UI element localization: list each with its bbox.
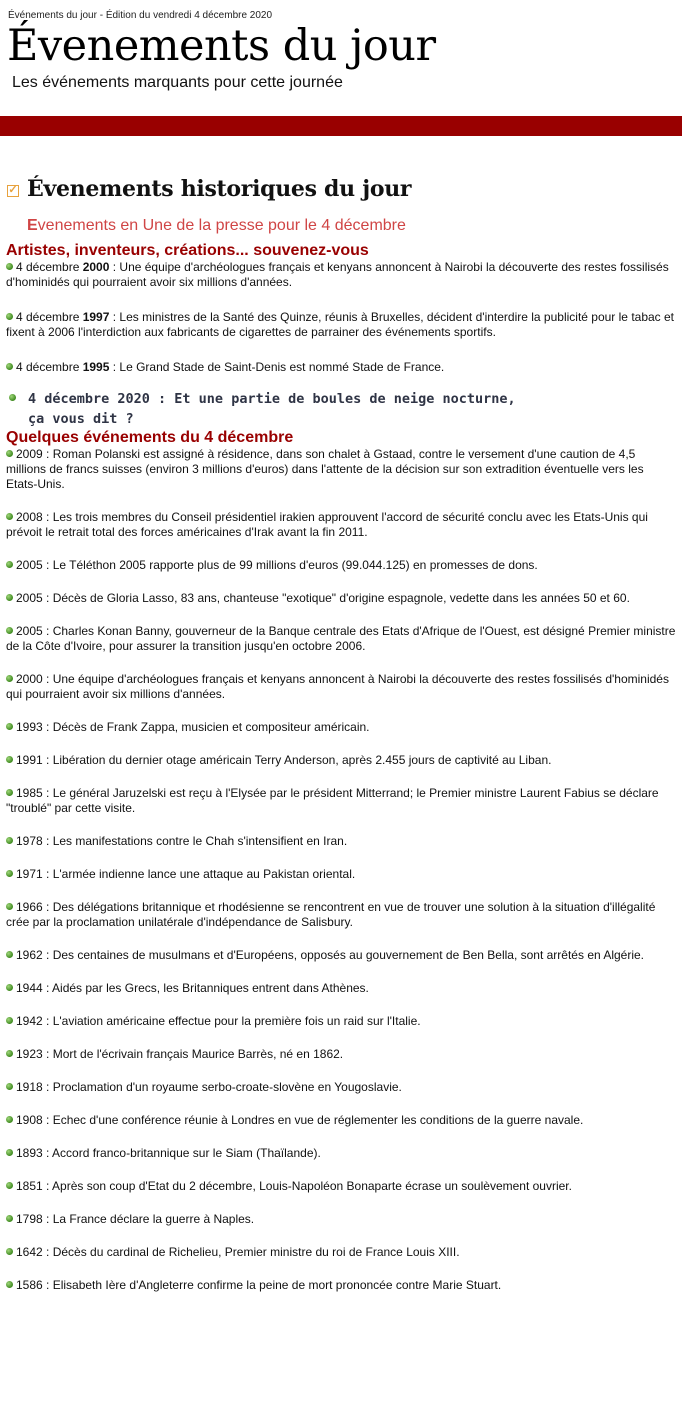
press-link-text: venements en Une de la presse pour le 4 décembre	[37, 217, 406, 234]
item-text: 2005 : Le Téléthon 2005 rapporte plus de 99 millions d'euros (99.044.125) en promesses de dons.	[16, 558, 538, 572]
list-item	[6, 558, 676, 573]
bullet-icon	[6, 1017, 13, 1024]
bullet-icon	[9, 394, 16, 401]
item-text: 1918 : Proclamation d'un royaume serbo-croate-slovène en Yougoslavie.	[16, 1080, 402, 1094]
historical-block	[0, 176, 682, 242]
events-section-heading: Quelques événements du 4 décembre	[6, 429, 294, 446]
list-item	[6, 1047, 676, 1062]
list-item	[6, 1212, 676, 1227]
edition-line: Événements du jour - Édition du vendredi 4 décembre 2020	[8, 10, 273, 21]
snowball-link-item[interactable]	[6, 389, 528, 429]
list-item	[6, 900, 676, 930]
list-item	[6, 786, 676, 816]
artists-section-heading: Artistes, inventeurs, créations... souvenez-vous	[6, 242, 369, 259]
item-text: : Le Grand Stade de Saint-Denis est nommé Stade de France.	[109, 360, 445, 374]
item-text: 1908 : Echec d'une conférence réunie à Londres en vue de réglementer les conditions de la guerre navale.	[16, 1113, 584, 1127]
list-item	[6, 591, 676, 606]
list-item	[6, 310, 676, 340]
check-icon: ✓	[8, 184, 18, 196]
bullet-icon	[6, 363, 13, 370]
bullet-icon	[6, 837, 13, 844]
bullet-icon	[6, 1083, 13, 1090]
list-item	[6, 1146, 676, 1161]
item-text: 1944 : Aidés par les Grecs, les Britanniques entrent dans Athènes.	[16, 981, 369, 995]
item-text: 1851 : Après son coup d'Etat du 2 décembre, Louis-Napoléon Bonaparte écrase un soulèvement ouvrier.	[16, 1179, 572, 1193]
item-text: 1893 : Accord franco-britannique sur le Siam (Thaïlande).	[16, 1146, 321, 1160]
bullet-icon	[6, 1116, 13, 1123]
list-item	[6, 260, 676, 290]
bullet-icon	[6, 1248, 13, 1255]
bullet-icon	[6, 627, 13, 634]
site-subtitle: Les événements marquants pour cette journée	[12, 74, 343, 91]
artists-list	[0, 260, 682, 375]
press-headlines-link[interactable]	[27, 217, 406, 235]
list-item	[6, 753, 676, 768]
list-item	[6, 447, 676, 492]
list-item	[6, 1080, 676, 1095]
item-text: 2008 : Les trois membres du Conseil présidentiel irakien approuvent l'accord de sécurité conclu avec les Etats-Unis qui prévoit le retrait total des forces américaines d'Irak avant la fin 2011.	[6, 510, 648, 539]
snowball-link-text[interactable]: 4 décembre 2020 : Et une partie de boules de neige nocturne, ça vous dit ?	[28, 391, 516, 427]
item-year: 2000	[82, 260, 110, 274]
item-text: 1962 : Des centaines de musulmans et d'Européens, opposés au gouvernement de Ben Bella, sont arrêtés en Algérie.	[16, 948, 645, 962]
bullet-icon	[6, 675, 13, 682]
bullet-icon	[6, 513, 13, 520]
bullet-icon	[6, 1149, 13, 1156]
item-text: 1586 : Elisabeth Ière d'Angleterre confirme la peine de mort prononcée contre Marie Stuart.	[16, 1278, 502, 1292]
item-text: : Une équipe d'archéologues français et kenyans annoncent à Nairobi la découverte des restes fossilisés d'hominidés qui pourraient avoir six millions d'années.	[6, 260, 669, 289]
bullet-icon	[6, 1050, 13, 1057]
list-item	[6, 360, 676, 375]
bullet-icon	[6, 450, 13, 457]
events-list	[0, 447, 682, 1293]
item-date: 4 décembre	[16, 310, 83, 324]
list-item	[6, 834, 676, 849]
page-header	[0, 0, 682, 92]
item-year: 1997	[82, 310, 110, 324]
list-item	[6, 624, 676, 654]
item-text: 2005 : Charles Konan Banny, gouverneur de la Banque centrale des Etats d'Afrique de l'Ouest, est désigné Premier ministre de la Côte d'Ivoire, pour assurer la transition jusqu'en octobre 2006.	[6, 624, 676, 653]
press-link-initial: E	[27, 217, 38, 234]
bullet-icon	[6, 903, 13, 910]
bullet-icon	[6, 1182, 13, 1189]
list-item	[6, 1278, 676, 1293]
site-title[interactable]: Évenements du jour	[7, 21, 436, 71]
item-date: 4 décembre	[16, 360, 83, 374]
list-item	[6, 981, 676, 996]
item-text: 1985 : Le général Jaruzelski est reçu à l'Elysée par le président Mitterrand; le Premier ministre Laurent Fabius se déclare "troublé" par cette visite.	[6, 786, 659, 815]
item-text: 2009 : Roman Polanski est assigné à résidence, dans son chalet à Gstaad, contre le versement d'une caution de 4,5 millions de francs suisses (environ 3 millions d'euros) dans l'attente de la décision sur son extradition éventuelle vers les Etats-Unis.	[6, 447, 644, 491]
list-item	[6, 1245, 676, 1260]
item-date: 4 décembre	[16, 260, 83, 274]
item-text: 1971 : L'armée indienne lance une attaque au Pakistan oriental.	[16, 867, 356, 881]
list-item	[6, 672, 676, 702]
historical-heading: Évenements historiques du jour	[27, 176, 412, 202]
list-item	[6, 1179, 676, 1194]
item-text: 1991 : Libération du dernier otage américain Terry Anderson, après 2.455 jours de captivité au Liban.	[16, 753, 552, 767]
bullet-icon	[6, 594, 13, 601]
list-item	[6, 948, 676, 963]
list-item	[6, 867, 676, 882]
bullet-icon	[6, 789, 13, 796]
bullet-icon	[6, 313, 13, 320]
list-item	[6, 510, 676, 540]
item-text: 2000 : Une équipe d'archéologues français et kenyans annoncent à Nairobi la découverte des restes fossilisés d'hominidés qui pourraient avoir six millions d'années.	[6, 672, 669, 701]
item-text: 1942 : L'aviation américaine effectue pour la première fois un raid sur l'Italie.	[16, 1014, 421, 1028]
list-item	[6, 1113, 676, 1128]
bullet-icon	[6, 263, 13, 270]
item-text: 1923 : Mort de l'écrivain français Maurice Barrès, né en 1862.	[16, 1047, 344, 1061]
bullet-icon	[6, 756, 13, 763]
item-text: 1966 : Des délégations britannique et rhodésienne se rencontrent en vue de trouver une solution à la situation d'illégalité crée par la proclamation unilatérale d'indépendance de Salisbury.	[6, 900, 656, 929]
bullet-icon	[6, 984, 13, 991]
item-text: 1993 : Décès de Frank Zappa, musicien et compositeur américain.	[16, 720, 370, 734]
item-year: 1995	[82, 360, 110, 374]
item-text: 1978 : Les manifestations contre le Chah s'intensifient en Iran.	[16, 834, 348, 848]
bullet-icon	[6, 1281, 13, 1288]
bullet-icon	[6, 561, 13, 568]
item-text: 1642 : Décès du cardinal de Richelieu, Premier ministre du roi de France Louis XIII.	[16, 1245, 460, 1259]
item-text: 1798 : La France déclare la guerre à Naples.	[16, 1212, 255, 1226]
list-item	[6, 1014, 676, 1029]
item-text: : Les ministres de la Santé des Quinze, réunis à Bruxelles, décident d'interdire la publicité pour le tabac et fixent à 2006 l'interdiction aux fabricants de cigarettes de parrainer des événements sportifs.	[6, 310, 675, 339]
bullet-icon	[6, 1215, 13, 1222]
item-text: 2005 : Décès de Gloria Lasso, 83 ans, chanteuse "exotique" d'origine espagnole, vedette dans les années 50 et 60.	[16, 591, 630, 605]
header-divider-bar	[0, 116, 682, 136]
list-item	[6, 720, 676, 735]
bullet-icon	[6, 870, 13, 877]
bullet-icon	[6, 723, 13, 730]
bullet-icon	[6, 951, 13, 958]
